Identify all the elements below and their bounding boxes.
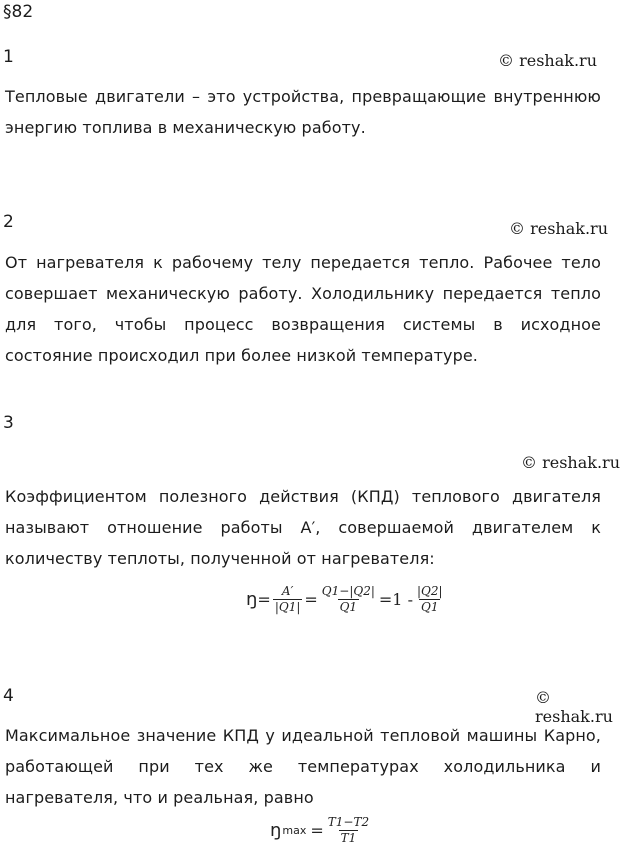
- item-text-1: Тепловые двигатели – это устройства, превращающие внутреннюю энергию топлива в механическую работу.: [5, 87, 601, 137]
- fraction-denominator: Q1: [421, 600, 439, 614]
- fraction-carnot: [326, 815, 371, 846]
- item-text-4: Максимальное значение КПД у идеальной тепловой машины Карно, работающей при тех же температурах холодильника и нагревателя, что и реальная, равно: [5, 726, 601, 807]
- kpd-formula: [246, 584, 447, 615]
- item-text-3: Коэффициентом полезного действия (КПД) теплового двигателя называют отношение работы А′, совершаемой двигателем к количеству теплоты, полученной от нагревателя:: [5, 487, 601, 568]
- carnot-formula: [270, 815, 373, 846]
- equals-sign: =: [310, 821, 324, 840]
- equals-sign: =: [304, 590, 318, 609]
- equals-sign: =: [257, 590, 271, 609]
- section-title: §82: [3, 2, 34, 22]
- fraction-numerator: |Q2|: [416, 584, 443, 598]
- item-number-3: 3: [3, 413, 14, 433]
- eta-max-subscript: max: [282, 824, 307, 837]
- fraction-denominator: Q1: [339, 600, 358, 614]
- fraction-work-heat: [273, 584, 303, 615]
- fraction-numerator: Q1−|Q2|: [321, 584, 375, 598]
- item-text-2: От нагревателя к рабочему телу передается тепло. Рабочее тело совершает механическую работу. Холодильнику передается тепло для того, чтобы процесс возвращения системы в исходное состояние происходил при более низкой температуре.: [5, 253, 601, 365]
- fraction-denominator: |Q1|: [274, 600, 301, 614]
- item-number-2: 2: [3, 212, 14, 232]
- item-number-1: 1: [3, 47, 14, 67]
- fraction-denominator: T1: [340, 831, 357, 845]
- eta-symbol: ŋ: [270, 820, 282, 841]
- watermark-3: © reshak.ru: [521, 453, 620, 472]
- fraction-numerator: T1−T2: [327, 815, 370, 829]
- watermark-1: © reshak.ru: [498, 51, 597, 70]
- item-number-4: 4: [3, 686, 14, 706]
- watermark-4: © reshak.ru: [535, 688, 613, 726]
- fraction-heat-difference: [320, 584, 377, 615]
- fraction-numerator: A′: [281, 584, 294, 598]
- fraction-heat-ratio: [415, 584, 445, 615]
- one-minus: =1 -: [378, 590, 413, 609]
- eta-symbol: ŋ: [246, 589, 258, 610]
- watermark-2: © reshak.ru: [509, 219, 608, 238]
